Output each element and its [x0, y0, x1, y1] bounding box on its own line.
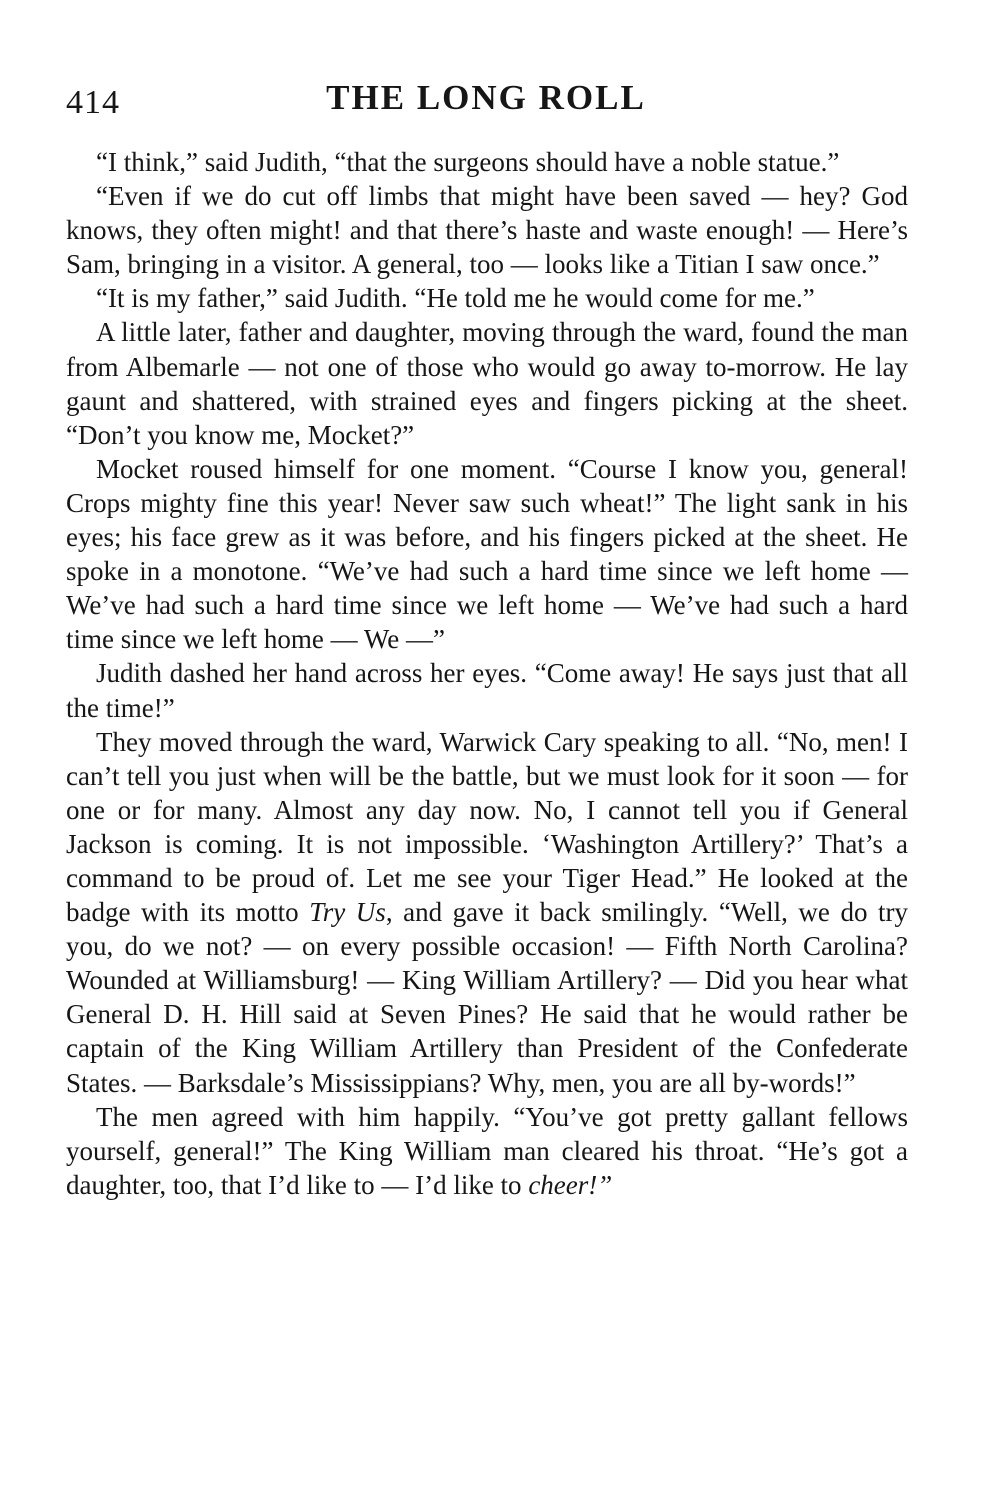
paragraph-4: A little later, father and daughter, moving through the ward, found the man from Albemarle — not one of those who would go away to-morrow. He lay gaunt and shattered, with strained eyes and fingers picking at the sheet. “Don’t you know me, Mocket?” — [66, 317, 908, 450]
motto-italic: Try Us — [309, 897, 386, 928]
paragraph-8 — [66, 1100, 908, 1202]
paragraph-2: “Even if we do cut off limbs that might have been saved — hey? God knows, they often might! and that there’s haste and waste enough! — Here’s Sam, bringing in a visitor. A general, too — looks like a Titian I saw once.” — [66, 181, 908, 280]
paragraph-5: Mocket roused himself for one moment. “Course I know you, general! Crops mighty fine this year! Never saw such wheat!” The light sank in his eyes; his face grew as it was before, and his fingers picked at the sheet. He spoke in a monotone. “We’ve had such a hard time since we left home — We’ve had such a hard time since we left home — We’ve had such a hard time since we left home — We —” — [66, 453, 908, 655]
paragraph-7-text-b: , and gave it back smilingly. “Well, we do try you, do we not? — on every possible occasion! — Fifth North Carolina? Wounded at Williamsburg! — King William Artillery? — Did you hear what General D. H. Hill said at Seven Pines? He said that he would rather be captain of the King William Artillery than President of the Confederate States. — Barksdale’s Mississippians? Why, men, you are all by-words!” — [66, 897, 909, 1098]
page-number: 414 — [66, 84, 120, 121]
paragraph-7-text-a: They moved through the ward, Warwick Cary speaking to all. “No, men! I can’t tell you just when will be the battle, but we must look for it soon — for one or for many. Almost any day now. No, I cannot tell you if General Jackson is coming. It is not impossible. ‘Washington Artillery?’ That’s a command to be proud of. Let me see your Tiger Head.” He looked at the badge with its motto — [66, 726, 908, 928]
cheer-italic: cheer!” — [528, 1169, 613, 1200]
paragraph-6: Judith dashed her hand across her eyes. “Come away! He says just that all the time!” — [66, 658, 908, 723]
paragraph-1: “I think,” said Judith, “that the surgeons should have a noble statue.” — [96, 147, 840, 177]
running-title: THE LONG ROLL — [326, 78, 646, 117]
paragraph-3: “It is my father,” said Judith. “He told me he would come for me.” — [96, 283, 815, 314]
text-body — [66, 145, 908, 1202]
paragraph-7 — [66, 725, 908, 1100]
page-header — [66, 78, 906, 128]
paragraph-8-text-a: The men agreed with him happily. “You’ve got pretty gallant fellows yourself, general!” The King William man cleared his throat. “He’s got a daughter, too, that I’d like to — I’d like to — [66, 1101, 908, 1200]
